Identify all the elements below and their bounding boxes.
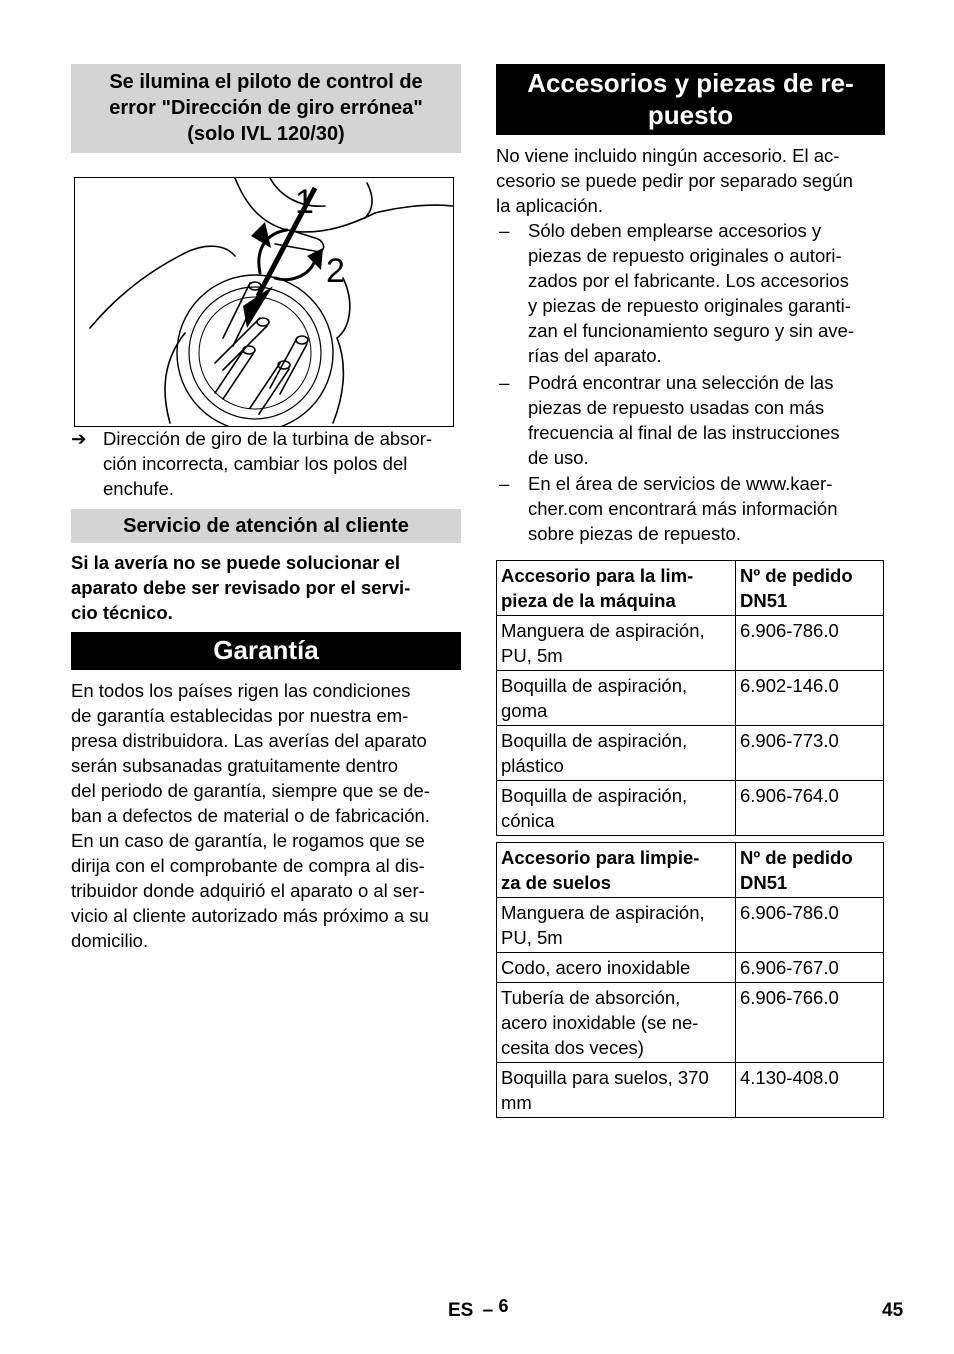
cell-line: 6.906-767.0 (740, 957, 839, 978)
warranty-heading: Garantía (71, 632, 461, 670)
table-cell (736, 616, 884, 671)
cell-line: 4.130-408.0 (740, 1067, 839, 1088)
footer-language (448, 1298, 509, 1323)
footer-lang-code: ES (448, 1300, 474, 1321)
bullet-line: sobre piezas de repuesto. (528, 523, 741, 544)
table-cell (736, 983, 884, 1063)
bullet-dash: – (499, 220, 510, 241)
table-cell (736, 781, 884, 836)
table-header-cell (497, 843, 736, 898)
warranty-line: vicio al cliente autorizado más próximo a su (71, 905, 429, 926)
table-header-row (497, 561, 884, 616)
bullet-line: cher.com encontrará más información (528, 498, 838, 519)
table-cell (497, 1063, 736, 1118)
bullet-line: En el área de servicios de www.kaer- (528, 473, 833, 494)
footer-dash: – (482, 1300, 494, 1321)
warranty-line: tribuidor donde adquirió el aparato o al ser- (71, 880, 425, 901)
result-arrow-icon: ➔ (71, 428, 87, 449)
result-line: ción incorrecta, cambiar los polos del (103, 453, 408, 474)
footer-section-page: 6 (498, 1296, 509, 1316)
cell-line: cesita dos veces) (501, 1037, 644, 1058)
cell-line: Tubería de absorción, (501, 987, 681, 1008)
bullet-line: Sólo deben emplearse accesorios y (528, 220, 822, 241)
warranty-line: En todos los países rigen las condiciones (71, 680, 411, 701)
error-heading-line: (solo IVL 120/30) (187, 123, 345, 145)
bullet-line: zan el funcionamiento seguro y sin ave- (528, 320, 854, 341)
cell-line: 6.906-766.0 (740, 987, 839, 1008)
table-row (497, 616, 884, 671)
bullet-line: y piezas de repuesto originales garanti- (528, 295, 851, 316)
accessories-heading-line: puesto (647, 100, 734, 130)
table-row (497, 1063, 884, 1118)
bullet-line: piezas de repuesto usadas con más (528, 397, 825, 418)
cell-line: cónica (501, 810, 555, 831)
machine-cleaning-accessories-table (496, 560, 884, 836)
warranty-text (71, 678, 466, 953)
accessories-bullets (496, 218, 891, 546)
warranty-line: serán subsanadas gratuitamente dentro (71, 755, 399, 776)
warranty-line: domicilio. (71, 930, 149, 951)
error-heading-line: Se ilumina el piloto de control de (109, 71, 423, 93)
cell-line: Codo, acero inoxidable (501, 957, 691, 978)
error-heading (71, 64, 461, 153)
cell-line: Nº de pedido (740, 847, 853, 868)
cell-line: PU, 5m (501, 927, 563, 948)
intro-line: cesorio se puede pedir por separado según (496, 170, 853, 191)
cell-line: Boquilla para suelos, 370 (501, 1067, 709, 1088)
table-header-cell (497, 561, 736, 616)
table-cell (736, 953, 884, 983)
table-cell (736, 671, 884, 726)
service-line: aparato debe ser revisado por el servi- (71, 577, 411, 598)
warranty-line: del periodo de garantía, siempre que se de- (71, 780, 430, 801)
bullet-line: piezas de repuesto originales o autori- (528, 245, 842, 266)
intro-line: la aplicación. (496, 195, 603, 216)
table-header-row (497, 843, 884, 898)
bullet-item (496, 218, 891, 368)
cell-line: Manguera de aspiración, (501, 902, 705, 923)
cell-line: 6.906-786.0 (740, 902, 839, 923)
table-row (497, 898, 884, 953)
service-text (71, 550, 466, 625)
cell-line: PU, 5m (501, 645, 563, 666)
result-note (71, 426, 466, 501)
bullet-item (496, 370, 891, 470)
table-header-cell (736, 561, 884, 616)
accessories-intro (496, 143, 891, 218)
service-line: cio técnico. (71, 602, 173, 623)
cell-line: pieza de la máquina (501, 590, 676, 611)
cell-line: goma (501, 700, 548, 721)
bullet-line: Podrá encontrar una selección de las (528, 372, 834, 393)
accessories-heading (496, 64, 885, 135)
figure-label-1: 1 (295, 183, 314, 221)
bullet-dash: – (499, 372, 510, 393)
warranty-line: En un caso de garantía, le rogamos que se (71, 830, 425, 851)
warranty-line: ban a defectos de material o de fabricación. (71, 805, 430, 826)
service-line: Si la avería no se puede solucionar el (71, 552, 401, 573)
cell-line: plástico (501, 755, 564, 776)
cell-line: acero inoxidable (se ne- (501, 1012, 699, 1033)
table-row (497, 781, 884, 836)
table-row (497, 726, 884, 781)
cell-line: Boquilla de aspiración, (501, 675, 688, 696)
cell-line: Nº de pedido (740, 565, 853, 586)
cell-line: 6.906-764.0 (740, 785, 839, 806)
error-heading-line: error "Dirección de giro errónea" (109, 97, 423, 119)
table-row (497, 983, 884, 1063)
plug-rotation-figure (74, 177, 454, 427)
cell-line: DN51 (740, 872, 788, 893)
plug-illustration (75, 178, 453, 426)
figure-label-2: 2 (326, 252, 345, 290)
accessories-heading-line: Accesorios y piezas de re- (527, 68, 854, 98)
table-row (497, 671, 884, 726)
result-line: Dirección de giro de la turbina de absor- (103, 428, 433, 449)
cell-line: Boquilla de aspiración, (501, 785, 688, 806)
cell-line: DN51 (740, 590, 788, 611)
cell-line: Manguera de aspiración, (501, 620, 705, 641)
cell-line: 6.906-786.0 (740, 620, 839, 641)
cell-line: mm (501, 1092, 532, 1113)
table-header-cell (736, 843, 884, 898)
table-cell (736, 898, 884, 953)
intro-line: No viene incluido ningún accesorio. El ac- (496, 145, 840, 166)
bullet-line: zados por el fabricante. Los accesorios (528, 270, 849, 291)
table-cell (497, 726, 736, 781)
bullet-line: de uso. (528, 447, 589, 468)
cell-line: za de suelos (501, 872, 612, 893)
table-cell (497, 983, 736, 1063)
cell-line: Accesorio para limpie- (501, 847, 700, 868)
table-cell (497, 671, 736, 726)
table-cell (497, 898, 736, 953)
cell-line: 6.906-773.0 (740, 730, 839, 751)
warranty-line: presa distribuidora. Las averías del aparato (71, 730, 427, 751)
table-row (497, 953, 884, 983)
bullet-line: frecuencia al final de las instrucciones (528, 422, 840, 443)
cell-line: Accesorio para la lim- (501, 565, 694, 586)
warranty-line: de garantía establecidas por nuestra em- (71, 705, 409, 726)
bullet-line: rías del aparato. (528, 345, 662, 366)
cell-line: Boquilla de aspiración, (501, 730, 688, 751)
result-line: enchufe. (103, 478, 174, 499)
page-number: 45 (882, 1300, 904, 1321)
cell-line: 6.902-146.0 (740, 675, 839, 696)
table-cell (736, 1063, 884, 1118)
floor-cleaning-accessories-table (496, 842, 884, 1118)
service-heading: Servicio de atención al cliente (71, 509, 461, 543)
bullet-dash: – (499, 473, 510, 494)
bullet-item (496, 471, 891, 546)
table-cell (497, 616, 736, 671)
table-cell (736, 726, 884, 781)
warranty-line: dirija con el comprobante de compra al dis- (71, 855, 425, 876)
table-cell (497, 953, 736, 983)
table-cell (497, 781, 736, 836)
